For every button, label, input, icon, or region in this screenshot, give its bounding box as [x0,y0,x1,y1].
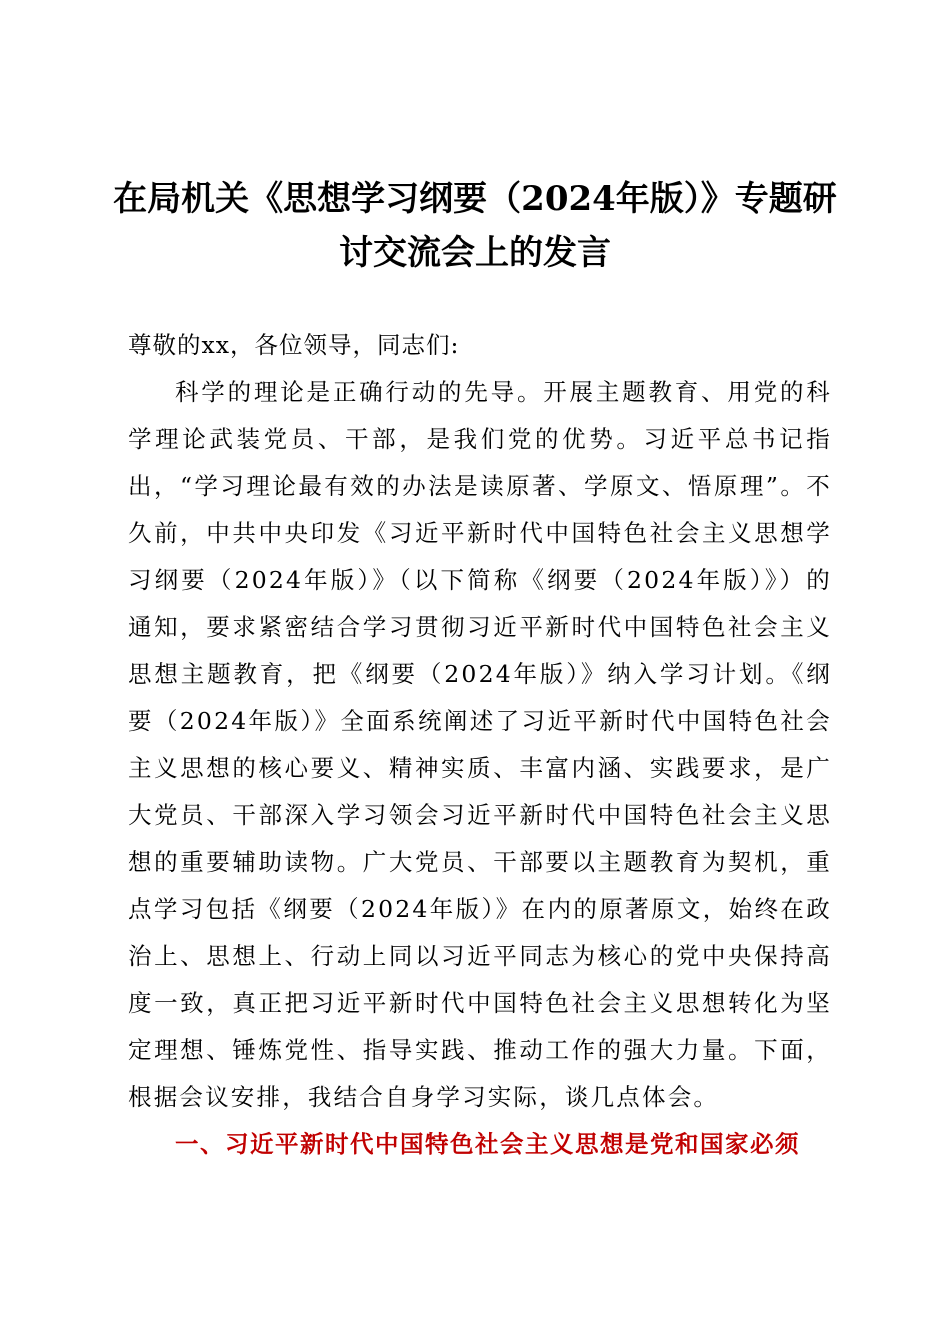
document-body [128,322,832,1168]
body-paragraph: 科学的理论是正确行动的先导。开展主题教育、用党的科学理论武装党员、干部，是我们党的优势。习近平总书记指出，“学习理论最有效的办法是读原著、学原文、悟原理”。不久前，中共中央印发《习近平新时代中国特色社会主义思想学习纲要（2024年版）》（以下简称《纲要（2024年版）》）的通知，要求紧密结合学习贯彻习近平新时代中国特色社会主义思想主题教育，把《纲要（2024年版）》纳入学习计划。《纲要（2024年版）》全面系统阐述了习近平新时代中国特色社会主义思想的核心要义、精神实质、丰富内涵、实践要求，是广大党员、干部深入学习领会习近平新时代中国特色社会主义思想的重要辅助读物。广大党员、干部要以主题教育为契机，重点学习包括《纲要（2024年版）》在内的原著原文，始终在政治上、思想上、行动上同以习近平同志为核心的党中央保持高度一致，真正把习近平新时代中国特色社会主义思想转化为坚定理想、锤炼党性、指导实践、推动工作的强大力量。下面，根据会议安排，我结合自身学习实际，谈几点体会。 [128,378,832,1111]
section-heading: 一、习近平新时代中国特色社会主义思想是党和国家必须 [175,1130,800,1158]
salutation: 尊敬的xx，各位领导，同志们: [128,331,460,359]
document-title: 在局机关《思想学习纲要（2024年版）》专题研讨交流会上的发言 [113,179,837,273]
